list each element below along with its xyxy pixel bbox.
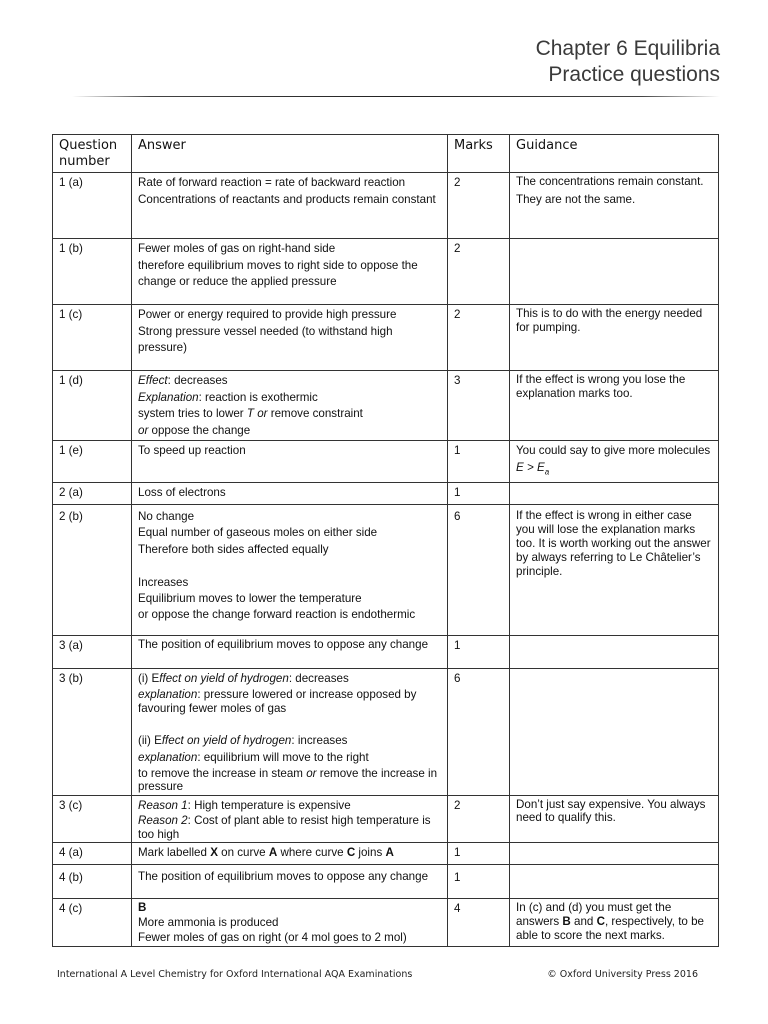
answer-cell (132, 635, 448, 668)
answer-fragment: explanation (138, 751, 198, 765)
header-divider (72, 96, 720, 97)
table-row (53, 865, 719, 899)
answer-cell (132, 441, 448, 483)
answer-line (138, 423, 441, 440)
answer-line (138, 688, 441, 715)
table-row (53, 482, 719, 504)
guidance-cell (510, 482, 719, 504)
answer-fragment: joins (355, 846, 386, 860)
answer-fragment: X (210, 846, 218, 860)
answer-line (138, 390, 441, 407)
guidance-cell (510, 843, 719, 865)
answer-line: Fewer moles of gas on right (or 4 mol goes to 2 mol) (138, 931, 407, 945)
answer-cell (132, 173, 448, 239)
marks-cell: 2 (448, 795, 510, 843)
answer-fragment: : equilibrium will move to the right (197, 751, 369, 765)
header-question-number: Question number (53, 135, 132, 173)
answer-line (138, 733, 441, 750)
answer-fragment: oppose the change (148, 423, 251, 437)
answer-fragment: Reason 2 (138, 814, 188, 828)
guidance-cell (510, 899, 719, 947)
guidance-line: They are not the same. (516, 192, 636, 206)
title-line-1: Chapter 6 Equilibria (535, 37, 720, 60)
table-row (53, 305, 719, 371)
answer-cell (132, 795, 448, 843)
answer-fragment: : decreases (288, 671, 349, 685)
marks-cell: 4 (448, 899, 510, 947)
answer-cell (132, 899, 448, 947)
answer-cell (132, 305, 448, 371)
marks-cell: 2 (448, 239, 510, 305)
answer-line (138, 750, 441, 767)
answer-fragment: ffect on yield of hydrogen (159, 671, 289, 685)
answer-cell (132, 239, 448, 305)
marks-cell: 2 (448, 173, 510, 239)
answer-fragment: remove constraint (267, 407, 363, 421)
explanation-text: : reaction is exothermic (198, 390, 318, 404)
answer-cell (132, 865, 448, 899)
guidance-cell (510, 239, 719, 305)
answer-fragment: or (306, 766, 317, 780)
energy-expression: E > E (516, 460, 545, 474)
explanation-label: Explanation (138, 390, 199, 404)
answer-line (138, 814, 441, 841)
header-answer: Answer (132, 135, 448, 173)
answer-fragment: (i) E (138, 671, 160, 685)
guidance-line: The concentrations remain constant. (516, 175, 704, 188)
marks-cell: 1 (448, 843, 510, 865)
table-row (53, 441, 719, 483)
answer-fragment: : increases (291, 734, 348, 748)
guidance-fragment: C (596, 915, 605, 929)
answer-fragment: where curve (277, 846, 347, 860)
answer-line: Concentrations of reactants and products remain constant (138, 192, 436, 206)
effect-text: : decreases (167, 374, 228, 387)
table-row (53, 239, 719, 305)
effect-label: Effect (138, 374, 168, 387)
marks-cell: 1 (448, 482, 510, 504)
page-title (536, 36, 720, 88)
answer-line: Increases (138, 575, 189, 589)
marks-cell: 3 (448, 371, 510, 441)
guidance-line: If the effect is wrong you lose the explanation marks too. (516, 373, 686, 400)
answer-cell (132, 843, 448, 865)
answers-table (52, 134, 719, 947)
answer-line (138, 767, 441, 794)
answer-line: or oppose the change forward reaction is endothermic (138, 607, 416, 621)
question-number: 3 (b) (53, 668, 132, 795)
answer-fragment: Reason 1 (138, 798, 188, 812)
guidance-fragment: and (570, 915, 597, 929)
marks-cell: 6 (448, 504, 510, 635)
spacer (138, 715, 441, 733)
guidance-cell (510, 305, 719, 371)
answer-line (138, 406, 441, 423)
answer-fragment: system tries to lower (138, 407, 247, 421)
guidance-cell (510, 865, 719, 899)
answer-fragment: : Cost of plant able to resist high temperature is too high (138, 814, 431, 841)
answer-line: The position of equilibrium moves to oppose any change (138, 637, 429, 651)
table-header-row (53, 135, 719, 173)
answer-line (138, 798, 441, 815)
temperature-symbol: T (246, 407, 254, 421)
answer-fragment: A (385, 846, 394, 860)
answer-fragment: : High temperature is expensive (187, 798, 351, 812)
table-row (53, 504, 719, 635)
spacer (138, 559, 441, 575)
table-row (53, 899, 719, 947)
or-word: or (138, 423, 149, 437)
guidance-cell (510, 371, 719, 441)
header-marks: Marks (448, 135, 510, 173)
table-row (53, 843, 719, 865)
guidance-text: You could say to give more molecules (516, 444, 711, 458)
question-number: 1 (c) (53, 305, 132, 371)
guidance-cell (510, 504, 719, 635)
or-word: or (253, 407, 268, 421)
question-number: 2 (b) (53, 504, 132, 635)
question-number: 1 (a) (53, 173, 132, 239)
answer-cell (132, 668, 448, 795)
answer-line: The position of equilibrium moves to oppose any change (138, 870, 429, 884)
question-number: 1 (b) (53, 239, 132, 305)
footer-publication: International A Level Chemistry for Oxford International AQA Examinations (57, 969, 413, 980)
table-row (53, 795, 719, 843)
marks-cell: 2 (448, 305, 510, 371)
answer-line: No change (138, 509, 195, 523)
answer-line: To speed up reaction (138, 444, 246, 458)
footer-copyright: © Oxford University Press 2016 (547, 969, 698, 980)
answer-fragment: : pressure lowered or increase opposed by favouring fewer moles of gas (138, 688, 417, 715)
answer-fragment: ffect on yield of hydrogen (161, 734, 292, 748)
answer-line: Power or energy required to provide high pressure (138, 308, 397, 321)
guidance-line: If the effect is wrong in either case you will lose the explanation marks too. It is worth working out the answer by always referring to Le Châtelier’s principle. (516, 508, 711, 578)
guidance-cell (510, 795, 719, 843)
answer-line (138, 373, 441, 390)
marks-cell: 1 (448, 865, 510, 899)
answer-line (138, 671, 441, 688)
marks-cell: 6 (448, 668, 510, 795)
guidance-fragment: B (562, 915, 571, 929)
answer-cell (132, 504, 448, 635)
answer-line: Rate of forward reaction = rate of backward reaction (138, 176, 406, 189)
answer-fragment: C (346, 846, 356, 860)
guidance-fragment: , respectively, to be able to score the next marks. (516, 915, 704, 943)
guidance-line: This is to do with the energy needed for pumping. (516, 307, 703, 334)
question-number: 1 (e) (53, 441, 132, 483)
answer-cell (132, 482, 448, 504)
header-guidance: Guidance (510, 135, 719, 173)
question-number: 4 (b) (53, 865, 132, 899)
title-line-2: Practice questions (548, 63, 720, 86)
question-number: 2 (a) (53, 482, 132, 504)
guidance-cell (510, 635, 719, 668)
answer-fragment: A (268, 846, 278, 860)
table-row (53, 371, 719, 441)
answer-fragment: on curve (217, 846, 269, 860)
question-number: 4 (a) (53, 843, 132, 865)
answer-line: B (138, 901, 147, 915)
answer-line: Equal number of gaseous moles on either side (138, 526, 378, 540)
question-number: 3 (c) (53, 795, 132, 843)
guidance-line: Don’t just say expensive. You always need to qualify this. (516, 797, 706, 825)
table-row (53, 173, 719, 239)
answer-line: More ammonia is produced (138, 915, 279, 929)
question-number: 4 (c) (53, 899, 132, 947)
activation-subscript: a (544, 467, 550, 477)
question-number: 3 (a) (53, 635, 132, 668)
answer-cell (132, 371, 448, 441)
answer-fragment: (ii) E (138, 734, 162, 748)
answer-fragment: remove the increase in pressure (138, 766, 438, 794)
guidance-cell (510, 441, 719, 483)
guidance-cell (510, 173, 719, 239)
guidance-fragment: In (c) and (d) you must get the answers (516, 901, 672, 929)
answer-line: Strong pressure vessel needed (to withstand high pressure) (138, 324, 393, 355)
answer-line: Therefore both sides affected equally (138, 543, 329, 557)
answer-line: Loss of electrons (138, 485, 226, 499)
answer-fragment: explanation (138, 688, 198, 702)
answer-line: Fewer moles of gas on right-hand side (138, 242, 336, 255)
answer-fragment: Mark labelled (138, 846, 211, 860)
question-number: 1 (d) (53, 371, 132, 441)
answer-line: Equilibrium moves to lower the temperature (138, 592, 362, 606)
table-row (53, 668, 719, 795)
marks-cell: 1 (448, 635, 510, 668)
answer-line: therefore equilibrium moves to right side to oppose the change or reduce the applied pressure (138, 258, 418, 289)
guidance-cell (510, 668, 719, 795)
answer-fragment: to remove the increase in steam (138, 766, 307, 780)
marks-cell: 1 (448, 441, 510, 483)
table-row (53, 635, 719, 668)
